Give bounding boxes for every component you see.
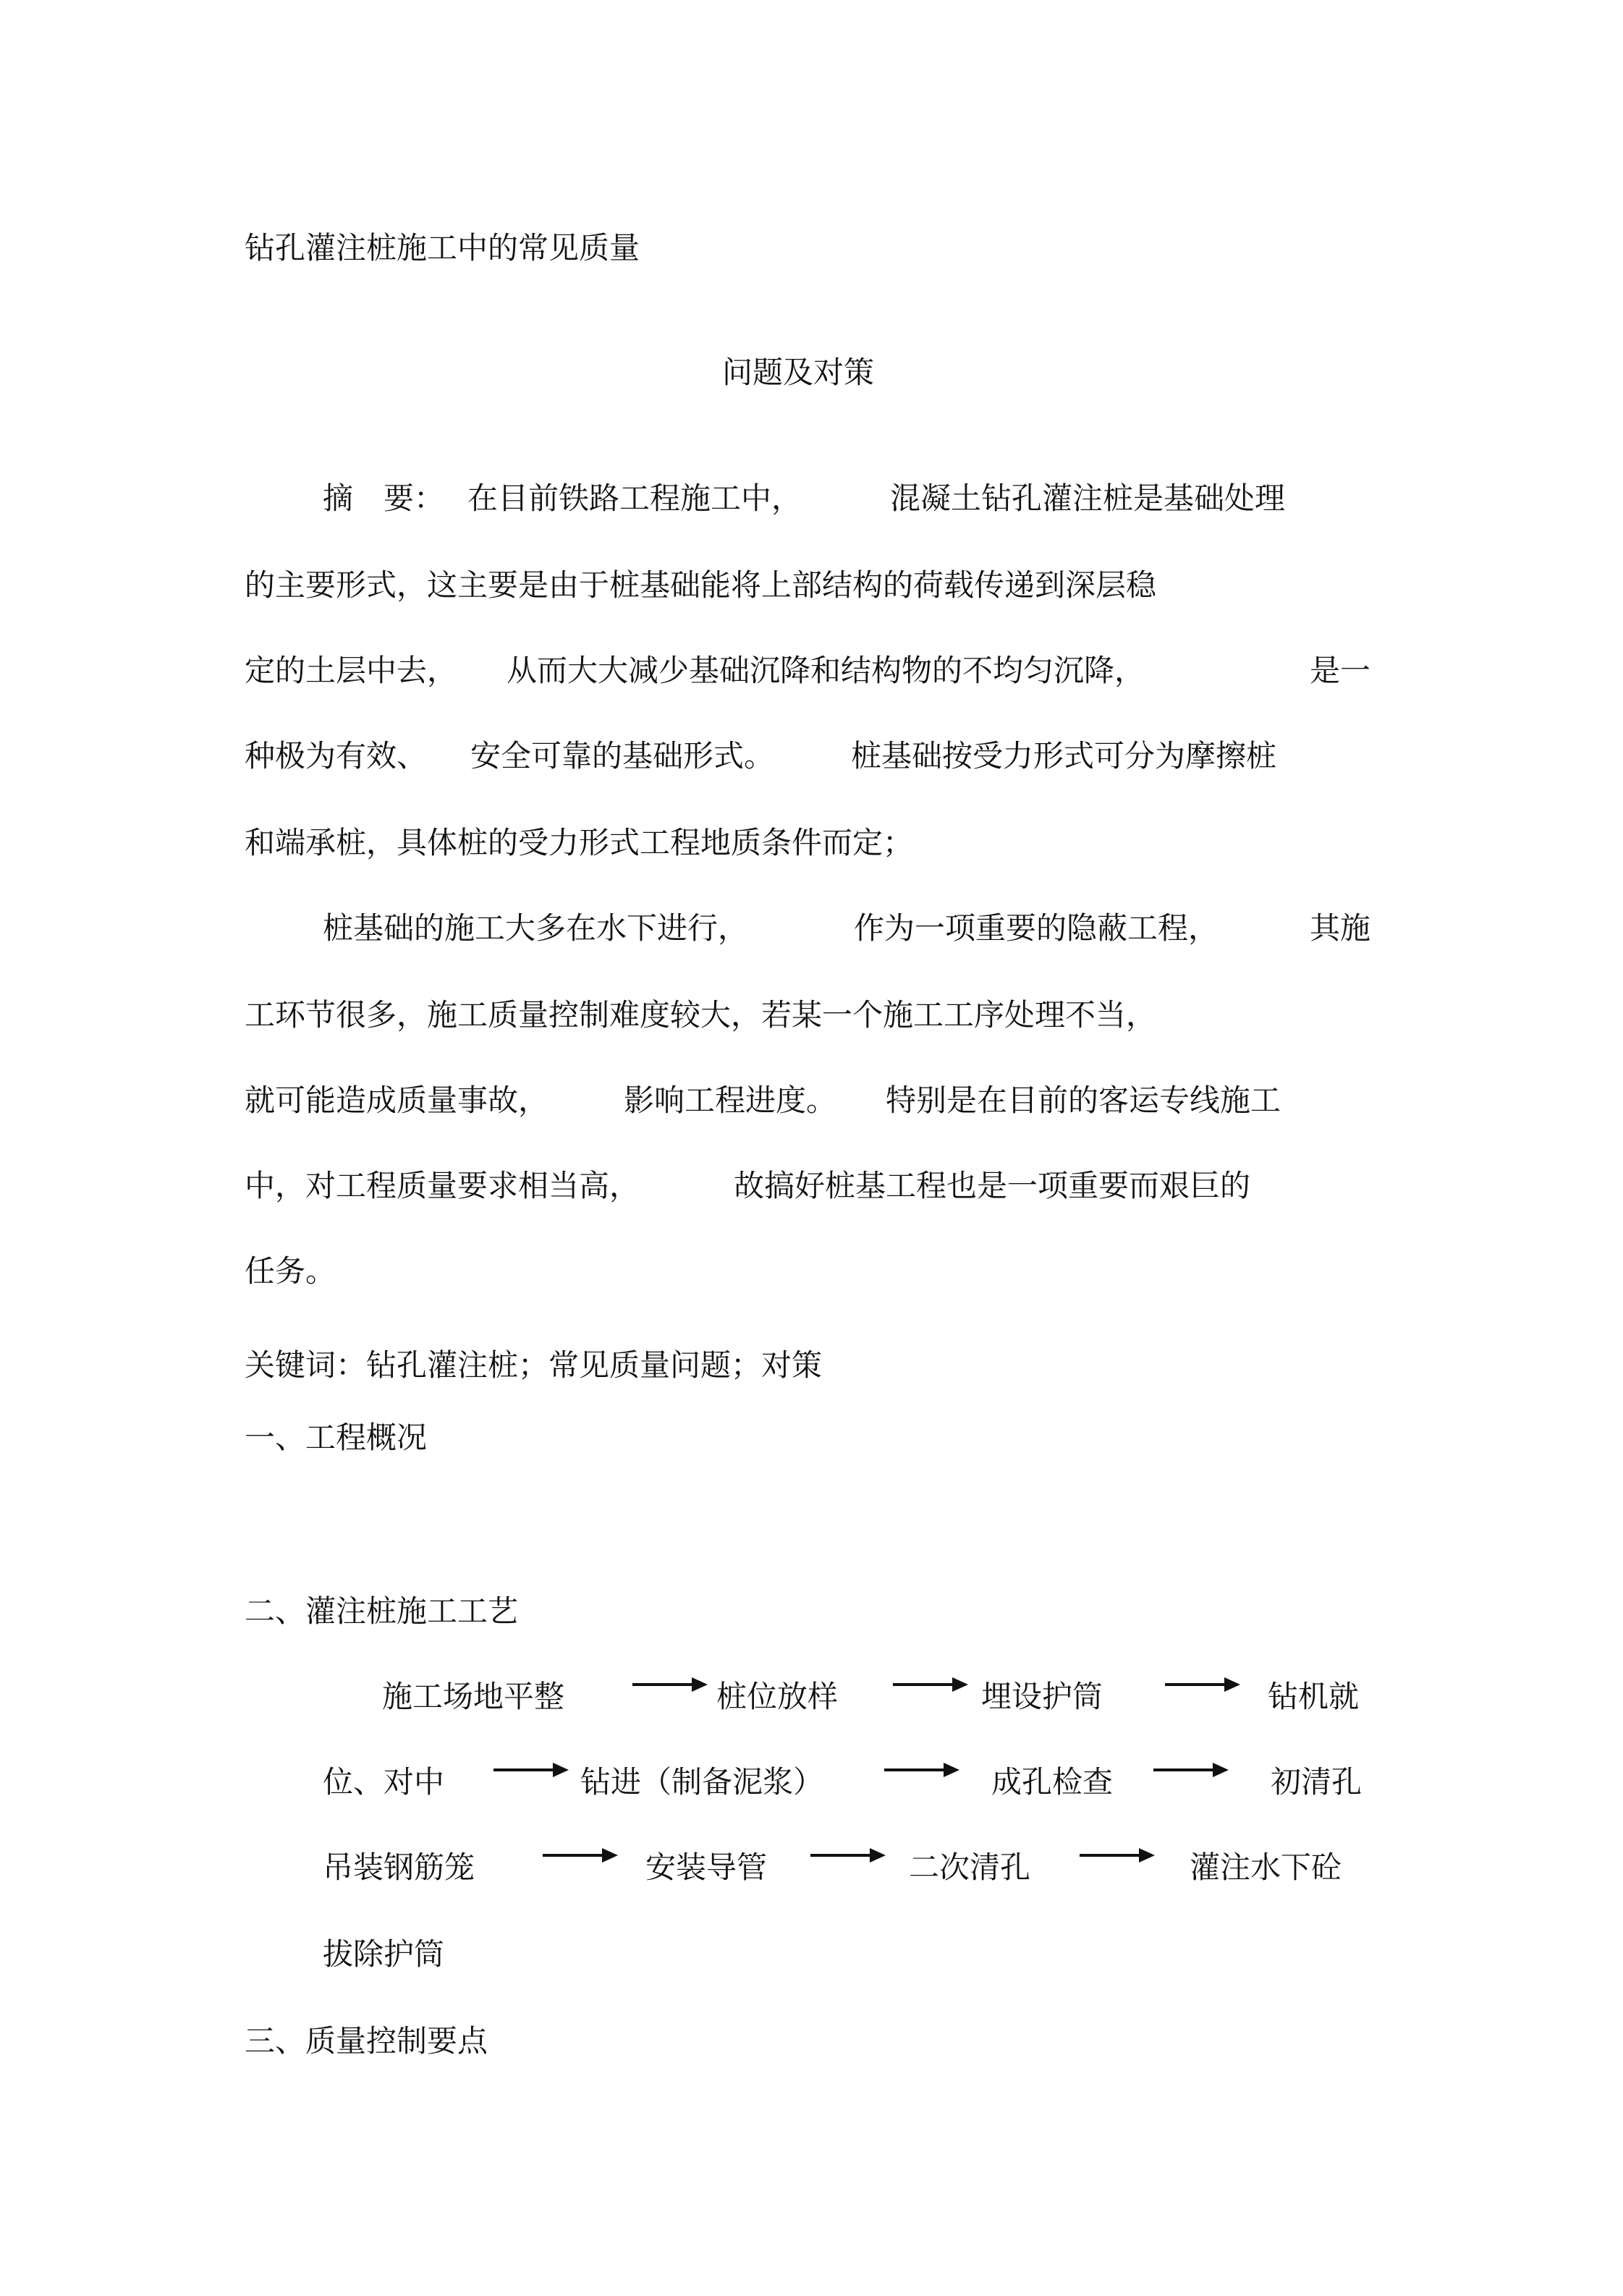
para2-line-2: 工环节很多，施工质量控制难度较大，若某一个施工工序处理不当，: [245, 997, 1157, 1033]
abstract-line-1a: 在目前铁路工程施工中，: [467, 480, 802, 516]
arrow-right-icon: [1164, 1672, 1242, 1698]
section-1-heading: 一、工程概况: [245, 1420, 428, 1455]
title-line-1: 钻孔灌注桩施工中的常见质量: [245, 230, 640, 266]
para2-line-1b: 作为一项重要的隐蔽工程，: [854, 910, 1219, 946]
abstract-line-3c: 是一: [1310, 653, 1371, 688]
para2-line-1c: 其施: [1310, 910, 1371, 946]
arrow-right-icon: [891, 1672, 970, 1698]
abstract-line-5: 和端承桩，具体桩的受力形式工程地质条件而定；: [245, 825, 914, 860]
process-step: 位、对中: [323, 1764, 445, 1800]
arrow-right-icon: [1078, 1842, 1156, 1868]
process-step: 拔除护筒: [323, 1936, 445, 1972]
process-step: 钻进（制备泥浆）: [580, 1764, 824, 1800]
process-step: 钻机就: [1268, 1679, 1360, 1714]
process-step: 桩位放样: [716, 1679, 839, 1714]
para2-line-3a: 就可能造成质量事故，: [245, 1083, 549, 1118]
section-2-heading: 二、灌注桩施工工艺: [245, 1593, 519, 1629]
process-step: 埋设护筒: [981, 1679, 1103, 1714]
process-step: 初清孔: [1271, 1764, 1363, 1800]
abstract-line-4a: 种极为有效、: [245, 738, 428, 774]
abstract-line-3a: 定的土层中去，: [245, 653, 458, 688]
process-step: 安装导管: [645, 1850, 768, 1885]
process-step: 施工场地平整: [382, 1679, 565, 1714]
process-step: 成孔检查: [991, 1764, 1114, 1800]
abstract-line-1b: 混凝土钻孔灌注桩是基础处理: [890, 480, 1286, 516]
abstract-line-4c: 桩基础按受力形式可分为摩擦桩: [851, 738, 1277, 774]
arrow-right-icon: [1152, 1757, 1230, 1783]
arrow-right-icon: [883, 1757, 961, 1783]
arrow-right-icon: [631, 1672, 709, 1698]
para2-line-5: 任务。: [245, 1253, 336, 1289]
para2-line-3b: 影响工程进度。: [624, 1083, 837, 1118]
title-line-2: 问题及对策: [722, 355, 875, 390]
process-step: 吊装钢筋笼: [323, 1850, 475, 1885]
section-3-heading: 三、质量控制要点: [245, 2023, 488, 2059]
process-step: 二次清孔: [909, 1850, 1031, 1885]
abstract-line-2: 的主要形式，这主要是由于桩基础能将上部结构的荷载传递到深层稳: [245, 567, 1157, 603]
arrow-right-icon: [492, 1757, 570, 1783]
keywords: 关键词：钻孔灌注桩；常见质量问题；对策: [245, 1347, 823, 1383]
para2-line-1a: 桩基础的施工大多在水下进行，: [323, 910, 749, 946]
abstract-line-4b: 安全可靠的基础形式。: [470, 738, 775, 774]
arrow-right-icon: [809, 1842, 887, 1868]
arrow-right-icon: [541, 1842, 619, 1868]
abstract-label: 摘 要：: [323, 480, 445, 516]
para2-line-3c: 特别是在目前的客运专线施工: [886, 1083, 1281, 1118]
para2-line-4a: 中，对工程质量要求相当高，: [245, 1168, 640, 1203]
abstract-line-3b: 从而大大减少基础沉降和结构物的不均匀沉降，: [507, 653, 1145, 688]
para2-line-4b: 故搞好桩基工程也是一项重要而艰巨的: [734, 1168, 1251, 1203]
process-step: 灌注水下砼: [1190, 1850, 1342, 1885]
